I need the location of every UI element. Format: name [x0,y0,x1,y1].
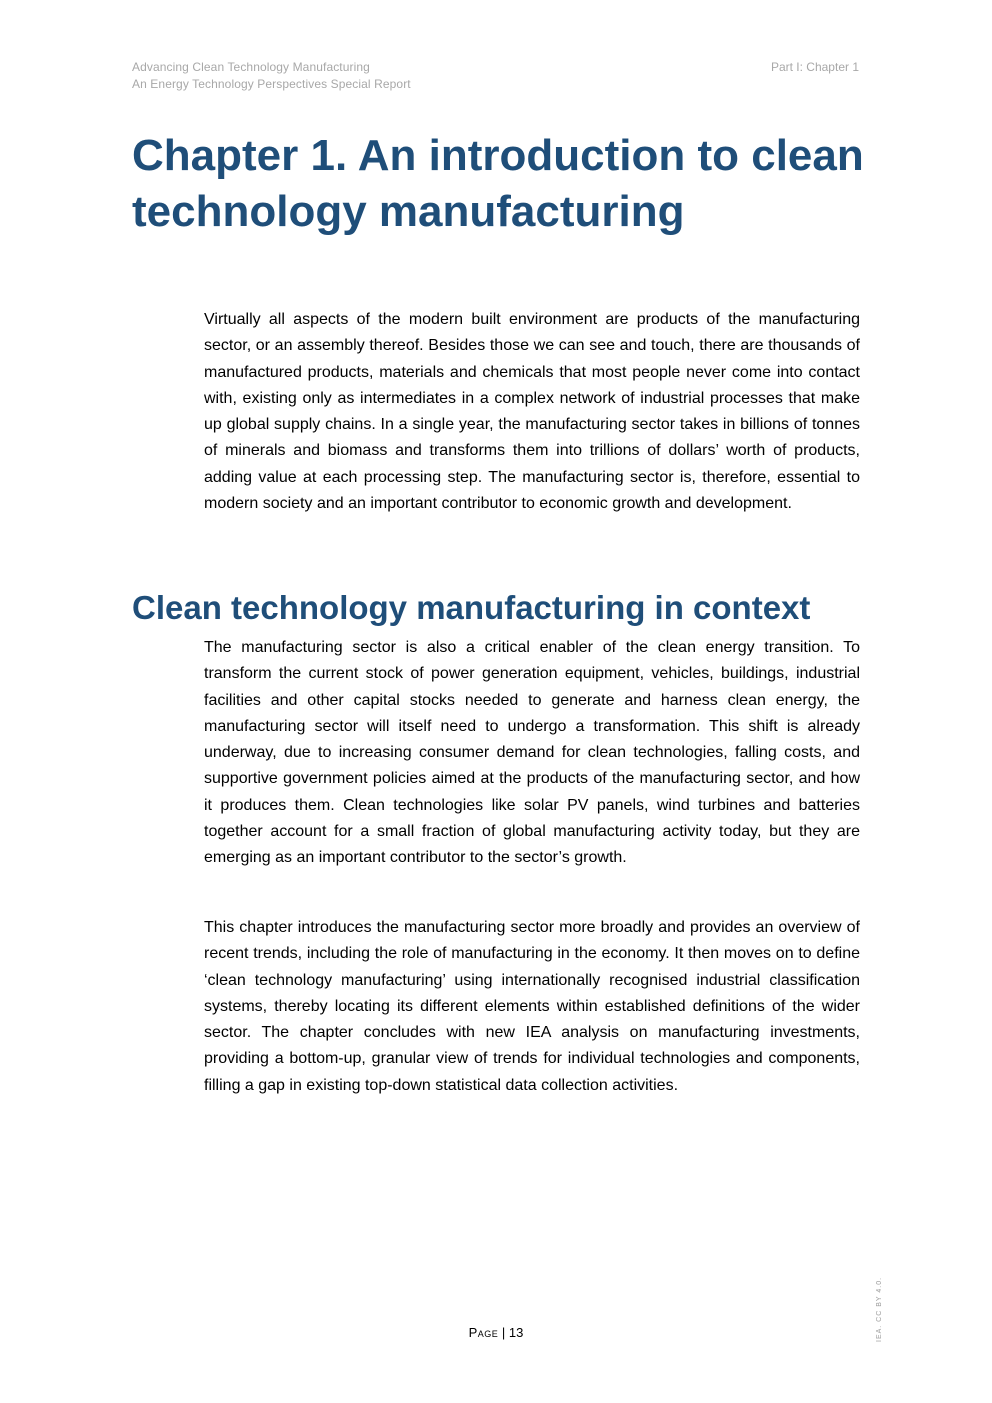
section-block-1 [204,635,860,872]
body-paragraph: The manufacturing sector is also a critical enabler of the clean energy transition. To transform the current stock of power generation equipment, vehicles, buildings, industrial facilities and other capital stocks needed to generate and harness clean energy, the manufacturing sector will itself need to undergo a transformation. This shift is already underway, due to increasing consumer demand for clean technologies, falling costs, and supportive government policies aimed at the products of the manufacturing sector, and how it produces them. Clean technologies like solar PV panels, wind turbines and batteries together account for a small fraction of global manufacturing activity today, but they are emerging as an important contributor to the sector’s growth. [204,639,860,867]
section-block-2 [204,915,860,1099]
page-label: Page [468,1325,499,1340]
chapter-title: Chapter 1. An introduction to clean technology manufacturing [132,131,864,236]
section-heading: Clean technology manufacturing in context [132,589,811,626]
report-title: Advancing Clean Technology Manufacturing [132,60,370,74]
body-paragraph: This chapter introduces the manufacturing sector more broadly and provides an overview of recent trends, including the role of manufacturing in the economy. It then moves on to define ‘clean technology manufacturing’ using internationally recognised industrial classification systems, thereby locating its different elements within established definitions of the wider sector. The chapter concludes with new IEA analysis on manufacturing investments, providing a bottom-up, granular view of trends for individual technologies and components, filling a gap in existing top-down statistical data collection activities. [204,919,860,1094]
intro-paragraph: Virtually all aspects of the modern built environment are products of the manufacturing sector, or an assembly thereof. Besides those we can see and touch, there are thousands of manufactured products, materials and chemicals that most people never come into contact with, existing only as intermediates in a complex network of industrial processes that make up global supply chains. In a single year, the manufacturing sector takes in billions of tonnes of minerals and biomass and transforms them into trillions of dollars’ worth of products, adding value at each processing step. The manufacturing sector is, therefore, essential to modern society and an important contributor to economic growth and development. [204,311,860,513]
report-subtitle: An Energy Technology Perspectives Special Report [132,77,411,91]
page-number: 13 [508,1325,524,1340]
license-notice: IEA. CC BY 4.0. [876,1276,883,1342]
part-chapter-label: Part I: Chapter 1 [770,60,859,74]
running-header [132,59,411,93]
intro-block [204,307,860,517]
page-separator: | [501,1325,506,1340]
page-footer [0,1325,992,1340]
